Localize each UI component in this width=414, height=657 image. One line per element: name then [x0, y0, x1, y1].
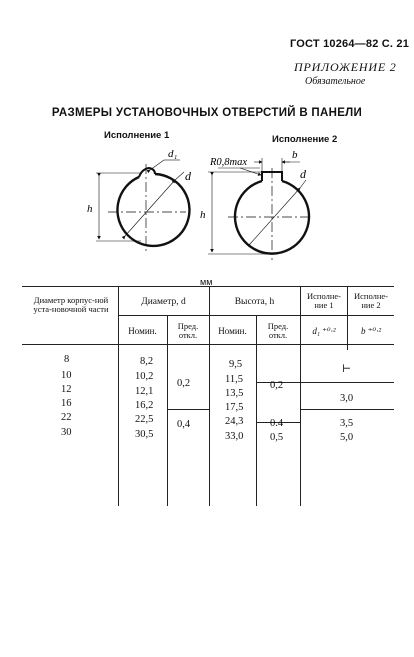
header-body-diameter: Диаметр корпус-ной уста-новочной части — [33, 295, 109, 314]
variant1-drawing — [96, 160, 189, 254]
h-nominal-0: 9,5 — [229, 359, 243, 370]
label-h-v2: h — [200, 209, 206, 221]
body-diameter-30: 30 — [61, 427, 72, 438]
header-h-deviation: Пред. откл. — [267, 321, 289, 340]
label-b: b — [292, 149, 298, 161]
variant2-caption: Исполнение 2 — [272, 134, 338, 145]
var2-value-a: 3,0 — [340, 393, 354, 404]
var-sep-2 — [300, 409, 394, 410]
col-line-6 — [347, 286, 348, 350]
appendix-label: ПРИЛОЖЕНИЕ 2 — [294, 60, 397, 74]
label-h-v1: h — [87, 203, 93, 215]
variant1-caption: Исполнение 1 — [104, 130, 170, 141]
label-r: R0,8max — [210, 157, 248, 168]
header-d-deviation: Пред. откл. — [177, 321, 199, 340]
d-deviation-b: 0,4 — [177, 419, 191, 430]
header-d1-tol: d₁ ⁺⁰·² — [312, 326, 336, 336]
unit-label: мм — [200, 277, 213, 287]
var-sep-1 — [300, 382, 394, 383]
col-line-3 — [209, 286, 210, 506]
page-title: РАЗМЕРЫ УСТАНОВОЧНЫХ ОТВЕРСТИЙ В ПАНЕЛИ — [51, 107, 363, 119]
h-nominal-3: 17,5 — [225, 402, 244, 413]
d-dev-sep — [167, 409, 209, 410]
header-height: Высота, h — [234, 297, 275, 307]
label-d-v1: d — [185, 169, 191, 183]
h-nominal-2: 13,5 — [225, 388, 244, 399]
var2-value-c: 5,0 — [340, 432, 354, 443]
body-diameter-22: 22 — [61, 412, 72, 423]
d-deviation-a: 0,2 — [177, 378, 191, 389]
h-nominal-4: 24,3 — [225, 416, 244, 427]
table-top-rule — [22, 286, 394, 287]
col-line-2 — [167, 315, 168, 506]
d-nominal-1: 10,2 — [135, 371, 154, 382]
hole-drawings — [0, 0, 414, 280]
header-d-nominal: Номин. — [128, 326, 157, 336]
h-deviation-a: 0,2 — [270, 380, 284, 391]
standard-number: ГОСТ 10264—82 С. 21 — [290, 38, 410, 50]
label-d1: d₁ — [168, 148, 178, 160]
col-line-1 — [118, 286, 119, 506]
d-nominal-2: 12,1 — [135, 386, 154, 397]
h-nominal-5: 33,0 — [225, 431, 244, 442]
label-d-v2: d — [300, 167, 306, 181]
h-deviation-c: 0,5 — [270, 432, 284, 443]
mandatory-label: Обязательное — [305, 76, 366, 87]
header-var1: Исполне-ние 1 — [307, 291, 341, 310]
body-diameter-12: 12 — [61, 384, 72, 395]
col-line-5 — [300, 286, 301, 506]
col-line-4 — [256, 315, 257, 506]
d-nominal-3: 16,2 — [135, 400, 154, 411]
table-header-rule — [22, 344, 394, 345]
h-deviation-b: 0.4 — [270, 418, 284, 429]
variant2-drawing — [208, 158, 312, 260]
header-diameter: Диаметр, d — [141, 297, 186, 307]
h-nominal-1: 11,5 — [225, 374, 243, 385]
body-diameter-10: 10 — [61, 370, 72, 381]
d-nominal-5: 30,5 — [135, 429, 154, 440]
body-diameter-16: 16 — [61, 398, 72, 409]
d-nominal-0: 8,2 — [140, 356, 154, 367]
var1-mark: ⊢ — [342, 364, 352, 375]
header-var2: Исполне-ние 2 — [354, 291, 388, 310]
body-diameter-8: 8 — [64, 354, 70, 365]
d-nominal-4: 22,5 — [135, 414, 154, 425]
header-h-nominal: Номин. — [218, 326, 247, 336]
header-b-tol: b ⁺⁰·² — [360, 326, 382, 336]
var2-value-b: 3,5 — [340, 418, 354, 429]
